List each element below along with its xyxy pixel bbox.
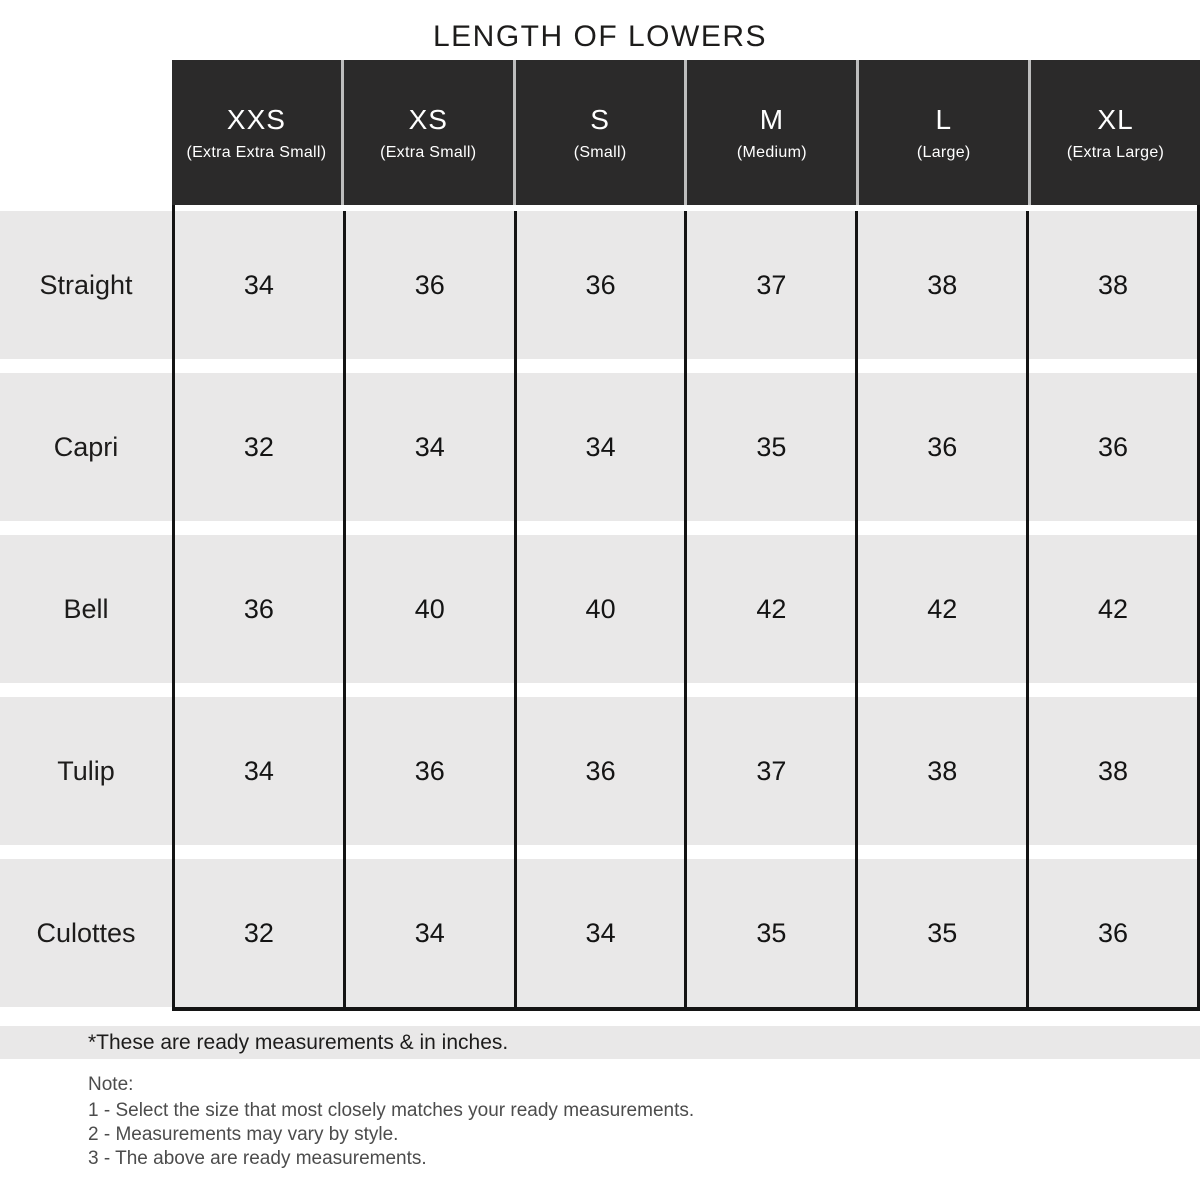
measurement-value: 36 bbox=[1029, 373, 1197, 521]
table-cell bbox=[343, 697, 514, 859]
measurement-value: 36 bbox=[175, 535, 343, 683]
size-abbr: XXS bbox=[226, 103, 286, 135]
size-abbr: M bbox=[759, 103, 785, 135]
size-full-name: (Small) bbox=[573, 143, 627, 161]
size-full-name: (Extra Large) bbox=[1066, 143, 1165, 161]
measurement-value: 38 bbox=[858, 211, 1026, 359]
measurement-value: 34 bbox=[175, 211, 343, 359]
table-cell bbox=[684, 373, 855, 535]
size-header-xl bbox=[1028, 60, 1200, 205]
measurement-value: 36 bbox=[517, 211, 685, 359]
measurement-value: 36 bbox=[517, 697, 685, 845]
table-cell bbox=[175, 859, 343, 1007]
table-cell bbox=[343, 535, 514, 697]
measurement-value: 37 bbox=[687, 697, 855, 845]
size-header-s bbox=[513, 60, 685, 205]
measurement-value: 34 bbox=[517, 859, 685, 1007]
table-cell bbox=[343, 859, 514, 1007]
table-cell bbox=[175, 535, 343, 697]
measurement-value: 36 bbox=[346, 211, 514, 359]
measurement-value: 34 bbox=[346, 859, 514, 1007]
page-title: LENGTH OF LOWERS bbox=[432, 20, 768, 53]
measurement-value: 32 bbox=[175, 859, 343, 1007]
size-full-name: (Extra Extra Small) bbox=[186, 143, 327, 161]
measurement-value: 36 bbox=[858, 373, 1026, 521]
footnote-text: *These are ready measurements & in inches. bbox=[88, 1030, 509, 1054]
size-full-name: (Extra Small) bbox=[380, 143, 477, 161]
measurement-value: 36 bbox=[346, 697, 514, 845]
table-cell bbox=[175, 697, 343, 859]
row-label-straight: Straight bbox=[0, 211, 172, 359]
table-cell bbox=[855, 697, 1026, 859]
measurement-value: 42 bbox=[858, 535, 1026, 683]
table-cell bbox=[855, 535, 1026, 697]
notes-block bbox=[88, 1073, 1200, 1171]
measurement-value: 37 bbox=[687, 211, 855, 359]
table-row-capri bbox=[175, 373, 1197, 535]
row-label-bell: Bell bbox=[0, 535, 172, 683]
table-cell bbox=[343, 373, 514, 535]
measurement-grid bbox=[172, 205, 1200, 1011]
table-row-bell bbox=[175, 535, 1197, 697]
size-abbr: L bbox=[935, 103, 953, 135]
table-cell bbox=[1026, 859, 1197, 1007]
table-cell bbox=[175, 211, 343, 373]
measurement-value: 40 bbox=[517, 535, 685, 683]
measurement-value: 34 bbox=[346, 373, 514, 521]
size-header-xs bbox=[341, 60, 513, 205]
row-label-capri: Capri bbox=[0, 373, 172, 521]
table-cell bbox=[1026, 535, 1197, 697]
size-abbr: XL bbox=[1097, 103, 1134, 135]
measurement-value: 35 bbox=[858, 859, 1026, 1007]
table-cell bbox=[855, 211, 1026, 373]
table-cell bbox=[684, 697, 855, 859]
measurement-value: 34 bbox=[517, 373, 685, 521]
table-cell bbox=[855, 373, 1026, 535]
table-cell bbox=[855, 859, 1026, 1007]
notes-heading: Note: bbox=[88, 1074, 134, 1095]
size-full-name: (Medium) bbox=[736, 143, 807, 161]
table-cell bbox=[343, 211, 514, 373]
note-line-1: 1 - Select the size that most closely matches your ready measurements. bbox=[88, 1100, 695, 1121]
measurement-value: 32 bbox=[175, 373, 343, 521]
size-header-row bbox=[172, 60, 1200, 205]
size-full-name: (Large) bbox=[916, 143, 971, 161]
table-cell bbox=[1026, 373, 1197, 535]
size-header-l bbox=[856, 60, 1028, 205]
note-line-3: 3 - The above are ready measurements. bbox=[88, 1148, 427, 1169]
table-cell bbox=[684, 211, 855, 373]
measurement-value: 35 bbox=[687, 373, 855, 521]
table-cell bbox=[684, 859, 855, 1007]
table-cell bbox=[514, 697, 685, 859]
table-cell bbox=[175, 373, 343, 535]
size-abbr: XS bbox=[408, 103, 448, 135]
row-label-column bbox=[0, 205, 172, 1011]
table-cell bbox=[514, 373, 685, 535]
size-abbr: S bbox=[590, 103, 610, 135]
size-table-body bbox=[0, 205, 1200, 1011]
measurement-value: 38 bbox=[1029, 697, 1197, 845]
size-header-m bbox=[684, 60, 856, 205]
measurement-value: 42 bbox=[1029, 535, 1197, 683]
table-cell bbox=[514, 859, 685, 1007]
table-row-straight bbox=[175, 211, 1197, 373]
row-label-tulip: Tulip bbox=[0, 697, 172, 845]
measurement-value: 34 bbox=[175, 697, 343, 845]
measurement-value: 40 bbox=[346, 535, 514, 683]
table-cell bbox=[684, 535, 855, 697]
table-cell bbox=[514, 211, 685, 373]
table-cell bbox=[514, 535, 685, 697]
note-line-2: 2 - Measurements may vary by style. bbox=[88, 1124, 399, 1145]
row-label-culottes: Culottes bbox=[0, 859, 172, 1007]
footnote-strip bbox=[0, 1026, 1200, 1059]
table-row-culottes bbox=[175, 859, 1197, 1007]
measurement-value: 35 bbox=[687, 859, 855, 1007]
measurement-value: 36 bbox=[1029, 859, 1197, 1007]
measurement-value: 42 bbox=[687, 535, 855, 683]
measurement-value: 38 bbox=[858, 697, 1026, 845]
table-cell bbox=[1026, 211, 1197, 373]
table-row-tulip bbox=[175, 697, 1197, 859]
measurement-value: 38 bbox=[1029, 211, 1197, 359]
size-header-xxs bbox=[172, 60, 341, 205]
table-cell bbox=[1026, 697, 1197, 859]
